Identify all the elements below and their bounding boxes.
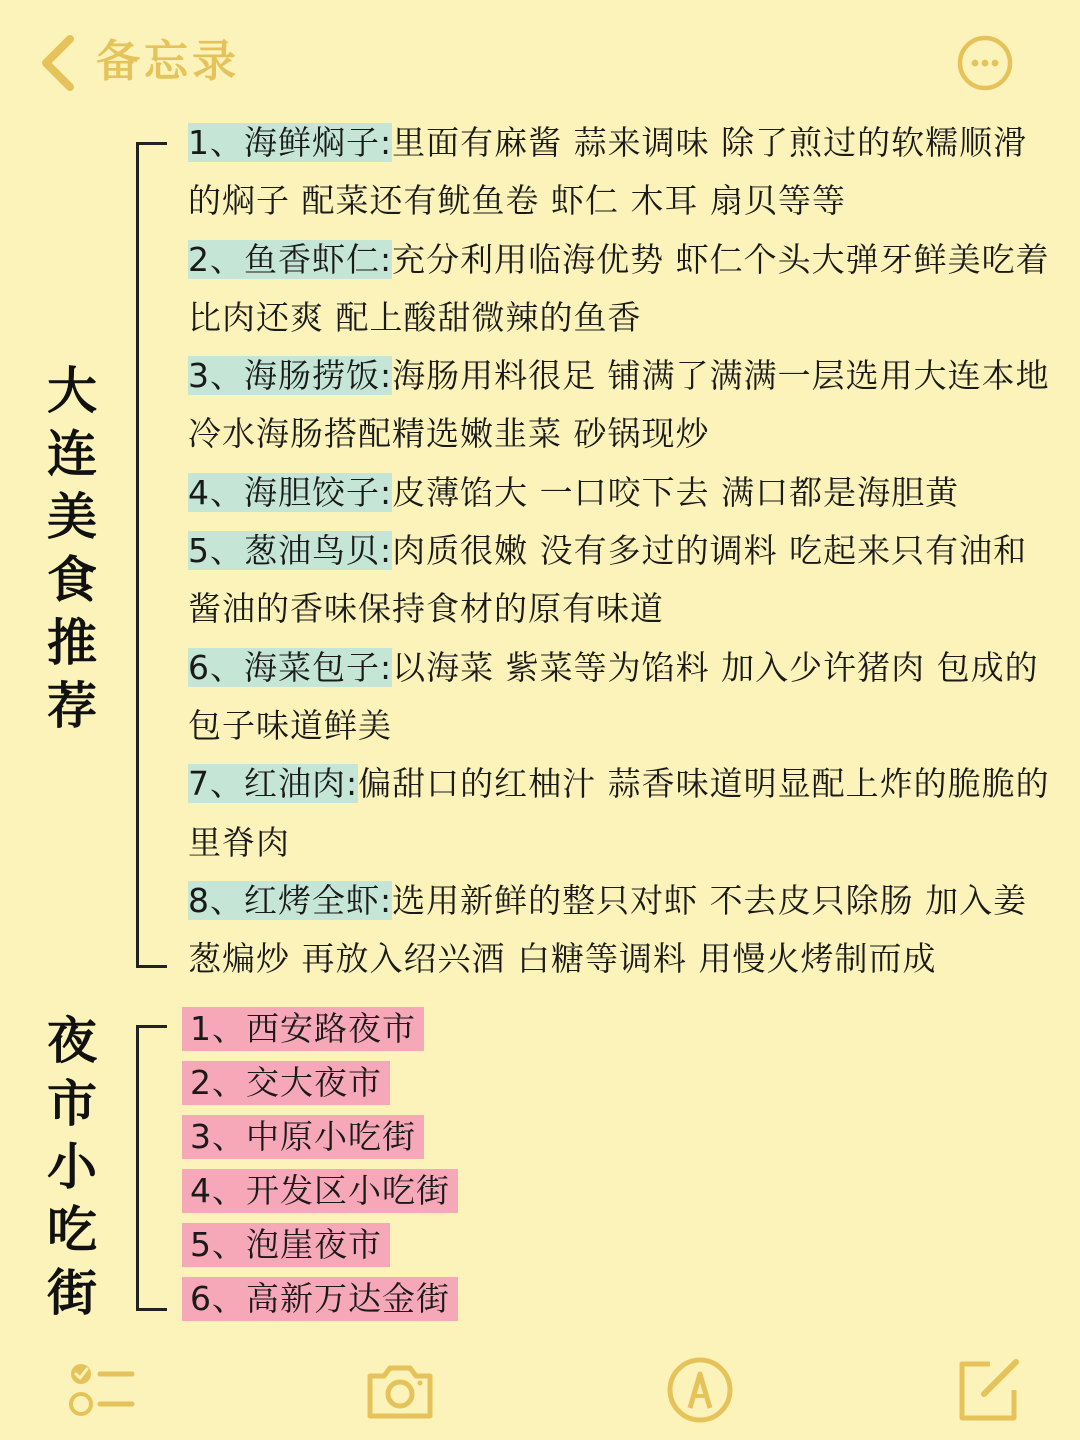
checklist-icon [64, 1352, 140, 1428]
market-item-label: 6、高新万达金街 [182, 1277, 458, 1321]
food-item-desc: 偏甜口的红柚汁 蒜香味道明显配上炸的脆脆的里脊肉 [188, 764, 1050, 862]
food-item-name: 4、海胆饺子: [188, 472, 393, 512]
title-char: 夜 [47, 1012, 97, 1070]
food-item-desc: 充分利用临海优势 虾仁个头大弹牙鲜美吃着比肉还爽 配上酸甜微辣的鱼香 [188, 239, 1050, 337]
more-icon [956, 34, 1014, 92]
food-list [188, 114, 1058, 988]
food-item-name: 3、海肠捞饭: [188, 356, 393, 396]
market-list [182, 1007, 458, 1331]
title-char: 街 [47, 1264, 97, 1322]
food-item-desc: 海肠用料很足 铺满了满满一层选用大连本地冷水海肠搭配精选嫩韭菜 砂锅现炒 [188, 356, 1050, 454]
food-item-desc: 皮薄馅大 一口咬下去 满口都是海胆黄 [392, 472, 960, 512]
camera-icon [362, 1352, 438, 1428]
navigation-bar [0, 0, 1080, 120]
title-char: 美 [47, 488, 97, 546]
pen-icon [662, 1352, 738, 1428]
market-item [182, 1223, 458, 1277]
food-item-desc: 里面有麻酱 蒜来调味 除了煎过的软糯顺滑的焖子 配菜还有鱿鱼卷 虾仁 木耳 扇贝等等 [188, 123, 1028, 221]
food-item [188, 231, 1058, 348]
market-item [182, 1115, 458, 1169]
food-item-name: 1、海鲜焖子: [188, 123, 393, 162]
markup-button[interactable] [662, 1352, 738, 1428]
title-char: 小 [47, 1138, 97, 1196]
food-item-name: 8、红烤全虾: [188, 880, 393, 920]
food-item-name: 6、海菜包子: [188, 647, 393, 687]
food-item [188, 114, 1058, 231]
market-item [182, 1277, 458, 1331]
back-label[interactable]: 备忘录 [96, 36, 240, 87]
market-item-label: 1、西安路夜市 [182, 1007, 424, 1051]
title-char: 连 [47, 425, 97, 483]
food-item-desc: 肉质很嫩 没有多过的调料 吃起来只有油和酱油的香味保持食材的原有味道 [188, 531, 1028, 629]
market-item [182, 1061, 458, 1115]
camera-button[interactable] [362, 1352, 438, 1428]
market-item [182, 1169, 458, 1223]
food-section-title [44, 360, 100, 738]
market-item-label: 5、泡崖夜市 [182, 1223, 390, 1267]
chevron-left-icon [38, 33, 78, 93]
market-item-label: 4、开发区小吃街 [182, 1169, 458, 1213]
title-char: 食 [47, 551, 97, 609]
title-char: 大 [47, 362, 97, 420]
food-item [188, 755, 1058, 872]
food-item [188, 347, 1058, 464]
food-item-desc: 以海菜 紫菜等为馅料 加入少许猪肉 包成的包子味道鲜美 [188, 647, 1039, 745]
bottom-toolbar [0, 1340, 1080, 1440]
checklist-button[interactable] [64, 1352, 140, 1428]
compose-icon [950, 1352, 1026, 1428]
title-char: 市 [47, 1075, 97, 1133]
food-item-name: 5、葱油鸟贝: [188, 531, 393, 571]
market-section-title [44, 1010, 100, 1325]
market-item-label: 3、中原小吃街 [182, 1115, 424, 1159]
food-item [188, 464, 1058, 522]
market-item [182, 1007, 458, 1061]
food-item-desc: 选用新鲜的整只对虾 不去皮只除肠 加入姜葱煸炒 再放入绍兴酒 白糖等调料 用慢火烤制而成 [188, 880, 1028, 979]
food-item-name: 7、红油肉: [188, 764, 359, 804]
food-item [188, 639, 1058, 756]
market-bracket [136, 1025, 167, 1311]
food-bracket [136, 142, 167, 968]
title-char: 推 [47, 614, 97, 672]
more-button[interactable] [956, 34, 1014, 92]
title-char: 荐 [47, 677, 97, 735]
back-button[interactable] [38, 30, 78, 96]
food-item [188, 872, 1058, 989]
compose-button[interactable] [950, 1352, 1026, 1428]
market-item-label: 2、交大夜市 [182, 1061, 390, 1105]
food-item [188, 522, 1058, 639]
title-char: 吃 [47, 1201, 97, 1259]
food-item-name: 2、鱼香虾仁: [188, 239, 393, 279]
